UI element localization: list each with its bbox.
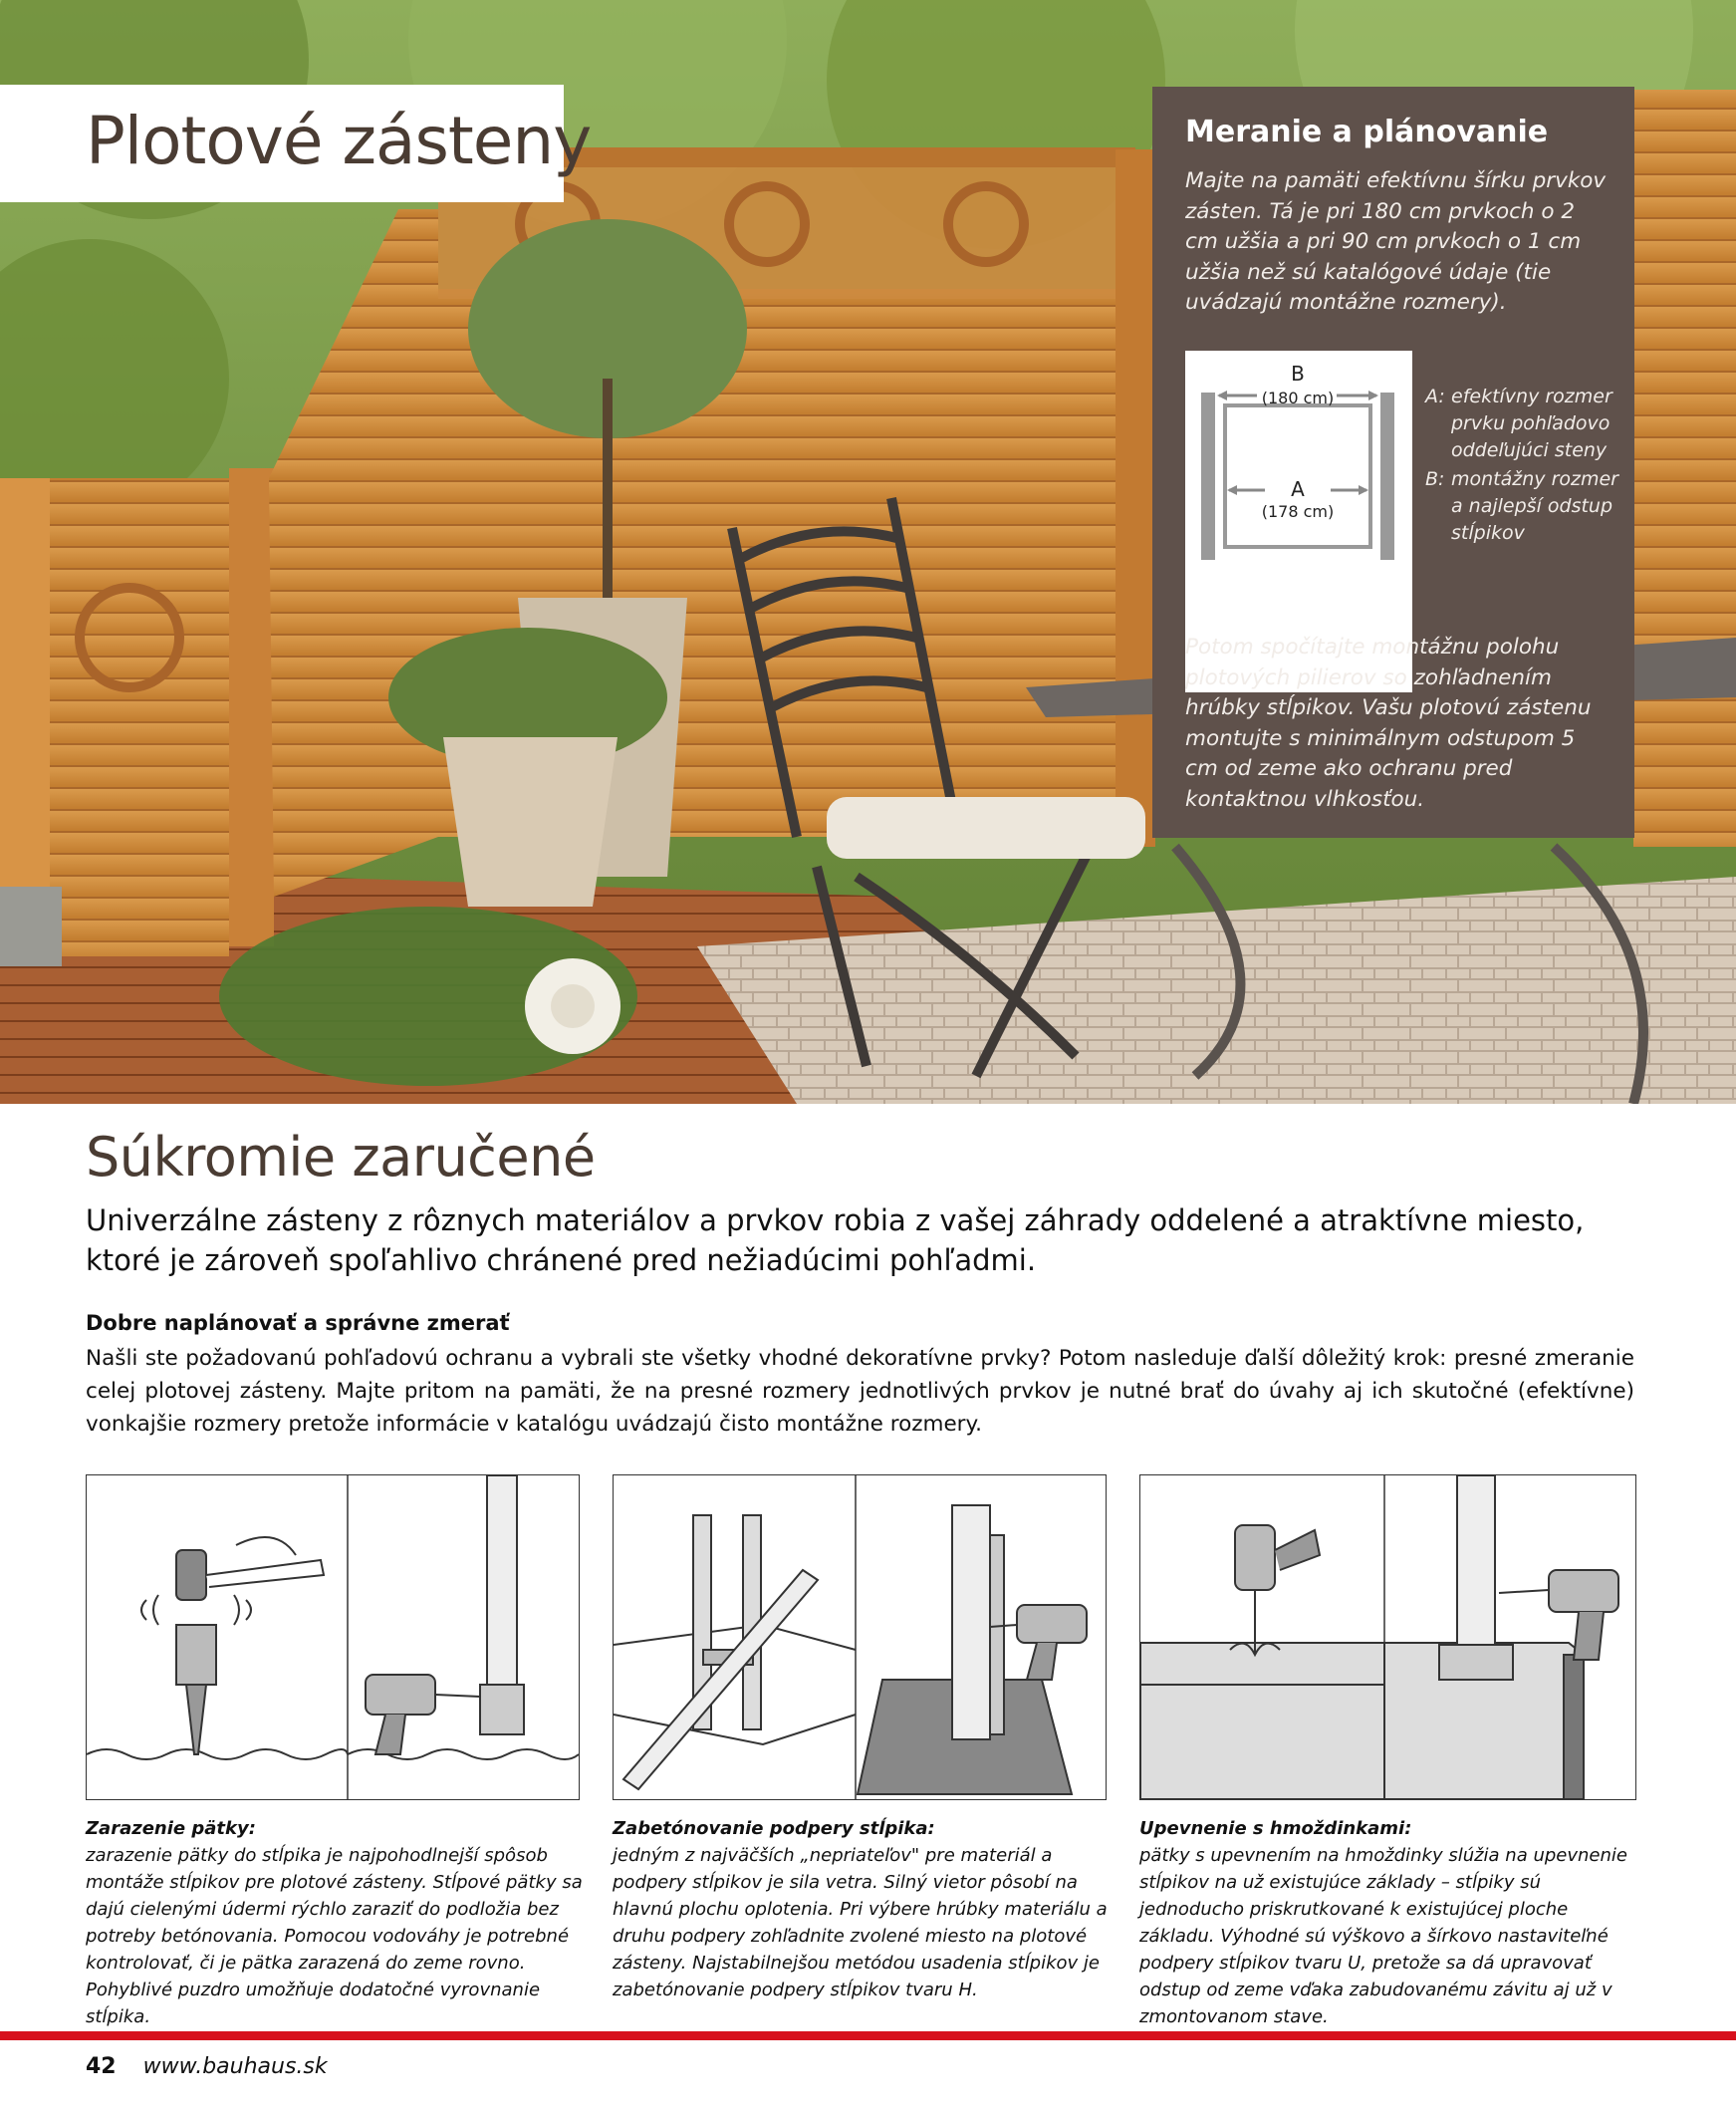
dimension-b: (180 cm) bbox=[1261, 389, 1335, 407]
website-link[interactable]: www.bauhaus.sk bbox=[142, 2054, 328, 2079]
caption-dowel-mount bbox=[1139, 1815, 1642, 2030]
caption-title: Zarazenie pätky: bbox=[86, 1818, 256, 1839]
footer-rule bbox=[0, 2031, 1736, 2040]
legend-entry-a bbox=[1425, 384, 1624, 464]
caption-title: Upevnenie s hmoždinkami: bbox=[1139, 1818, 1412, 1839]
title-box bbox=[0, 85, 592, 202]
section-body: Našli ste požadovanú pohľadovú ochranu a vybrali ste všetky vhodné dekoratívne prvky? Potom nasleduje ďalší dôležitý krok: presné zmeranie celej plotovej zásteny. Majte pritom na pamäti, že na presné rozmery jednotlivých prvkov je nutné brať do úvahy aj ich skutočné (efektívne) vonkajšie rozmery pretože informácie v katalógu uvádzajú čisto montážne rozmery. bbox=[86, 1346, 1634, 1437]
info-panel-outro: Potom spočítajte montážnu polohu plotových pilierov so zohľadnením hrúbky stĺpikov. Vašu plotovú zástenu montujte s minimálnym odstupom 5 cm od zeme ako ochranu pred kontaktnou vlhkosťou. bbox=[1185, 635, 1592, 812]
legend-key: A: bbox=[1425, 386, 1445, 407]
page-number: 42 bbox=[86, 2054, 117, 2079]
legend-text: efektívny rozmer prvku pohľadovo oddeľujúci steny bbox=[1451, 386, 1612, 461]
h-support-drawing bbox=[614, 1475, 1106, 1799]
section-heading: Súkromie zaručené bbox=[86, 1126, 596, 1189]
info-panel-heading: Meranie a plánovanie bbox=[1185, 115, 1549, 149]
section-lead: Univerzálne zásteny z rôznych materiálov a prvkov robia z vašej záhrady oddelené a atraktívne miesto, ktoré je zároveň spoľahlivo chránené pred nežiadúcimi pohľadmi. bbox=[86, 1203, 1585, 1277]
legend-key: B: bbox=[1425, 468, 1445, 490]
illustration-concrete-h-support bbox=[613, 1474, 1107, 1800]
label-b: B bbox=[1291, 362, 1305, 386]
caption-text: zarazenie pätky do stĺpika je najpohodlnejší spôsob montáže stĺpikov pre plotové zásteny. Stĺpové pätky sa dajú cielenými údermi rýchlo zaraziť do podložia bez potreby betónovania. Pomocou vodováhy je potrebné kontrolovať, či je pätka zarazená do zeme rovno. Pohyblivé puzdro umožňuje dodatočné vyrovnanie stĺpika. bbox=[86, 1845, 583, 2027]
illustration-ground-spike bbox=[86, 1474, 580, 1800]
caption-title: Zabetónovanie podpery stĺpika: bbox=[613, 1818, 935, 1839]
section-subheading: Dobre naplánovať a správne zmerať bbox=[86, 1311, 510, 1335]
illustration-dowel-mount bbox=[1139, 1474, 1636, 1800]
dimension-a: (178 cm) bbox=[1261, 502, 1335, 521]
measurement-legend bbox=[1425, 384, 1624, 549]
info-panel bbox=[1152, 87, 1634, 838]
caption-text: jedným z najväčších „nepriateľov" pre materiál a podpery stĺpikov je sila vetra. Silný vietor pôsobí na hlavnú plochu oplotenia. Pri výbere hrúbky materiálu a druhu podpery zohľadnite zvolené miesto na plotové zásteny. Najstabilnejšou metódou usadenia stĺpikov je zabetónovanie podpery stĺpikov tvaru H. bbox=[613, 1845, 1108, 2000]
caption-text: pätky s upevnením na hmoždinky slúžia na upevnenie stĺpikov na už existujúce základy – stĺpiky sú jednoducho priskrutkované k existujúcej ploche základu. Výhodné sú výškovo a šírkovo nastaviteľné podpery stĺpikov tvaru U, pretože sa dá upravovať odstup od zeme vďaka zabudovanému závitu aj už v zmontovanom stave. bbox=[1139, 1845, 1627, 2027]
ground-spike-drawing bbox=[87, 1475, 579, 1799]
footer bbox=[86, 2054, 328, 2079]
caption-ground-spike bbox=[86, 1815, 589, 2030]
legend-entry-b bbox=[1425, 466, 1624, 547]
caption-concrete-h-support bbox=[613, 1815, 1116, 2003]
info-panel-intro: Majte na pamäti efektívnu šírku prvkov zásten. Tá je pri 180 cm prvkoch o 2 cm užšia a pri 90 cm prvkoch o 1 cm užšia než sú katalógové údaje (tie uvádzajú montážne rozmery). bbox=[1185, 168, 1607, 315]
page-title: Plotové zásteny bbox=[86, 103, 592, 179]
dowel-mount-drawing bbox=[1140, 1475, 1635, 1799]
legend-text: montážny rozmer a najlepší odstup stĺpikov bbox=[1451, 468, 1618, 544]
label-a: A bbox=[1291, 477, 1305, 501]
